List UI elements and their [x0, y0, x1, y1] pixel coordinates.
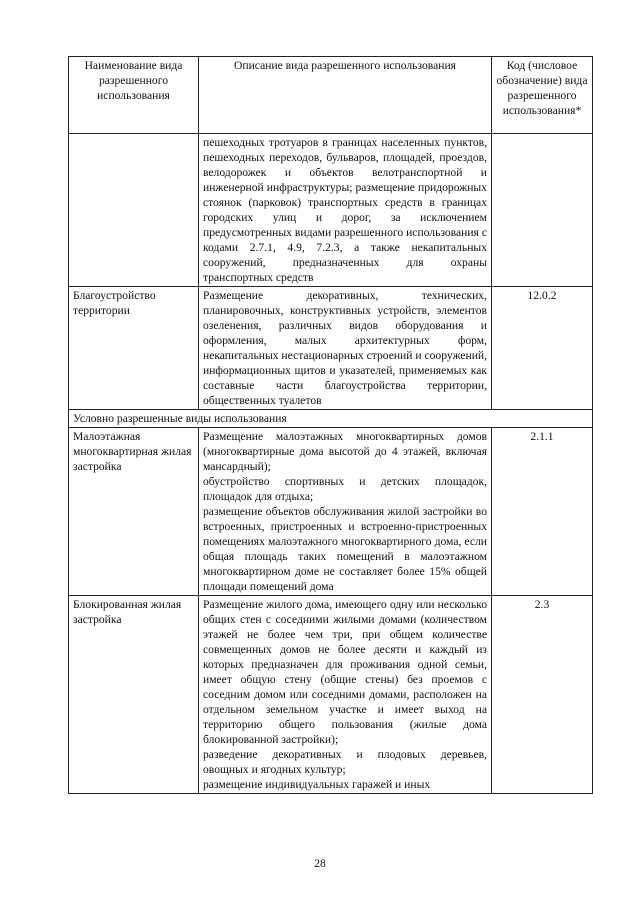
- table-row: [69, 428, 593, 596]
- header-use-code: Код (числовое обозначение) вида разрешенного использования*: [492, 57, 593, 134]
- row-improvement-name: Благоустройство территории: [69, 287, 199, 410]
- table-row: [69, 134, 593, 287]
- row-blocked-code: 2.3: [492, 596, 593, 794]
- description-paragraph: Размещение жилого дома, имеющего одну или несколько общих стен с соседними жилыми домами (количеством этажей не более чем три, при общем количестве совмещенных домов не более десяти и каждый из которых предназначен для проживания одной семьи, имеет общую стену (общие стены) без проемов с соседним домом или соседними домами, расположен на отдельном земельном участке и имеет выход на территорию общего пользования (жилые дома блокированной застройки);: [203, 598, 487, 746]
- row-improvement-code: 12.0.2: [492, 287, 593, 410]
- section-title: Условно разрешенные виды использования: [69, 410, 593, 428]
- row-low-rise-description: [199, 428, 492, 596]
- table-header-row: [69, 57, 593, 134]
- description-paragraph: разведение декоративных и плодовых деревьев, овощных и ягодных культур;: [203, 748, 487, 776]
- page-number: 28: [314, 858, 326, 870]
- land-use-table: [68, 56, 593, 794]
- description-paragraph: размещение индивидуальных гаражей и иных: [203, 778, 431, 791]
- table-row: [69, 287, 593, 410]
- header-use-description: Описание вида разрешенного использования: [199, 57, 492, 134]
- description-paragraph: Размещение декоративных, технических, планировочных, конструктивных устройств, элементов озеленения, различных видов оборудования и оформления, малых архитектурных форм, некапитальных нестационарных строений и сооружений, информационных щитов и указателей, применяемых как составные части благоустройства территории, общественных туалетов: [203, 289, 488, 407]
- section-row: [69, 410, 593, 428]
- header-use-name: Наименование вида разрешенного использования: [69, 57, 199, 134]
- description-paragraph: пешеходных тротуаров в границах населенных пунктов, пешеходных переходов, бульваров, площадей, проездов, велодорожек и объектов велотранспортной и инженерной инфраструктуры; размещение придорожных стоянок (парковок) транспортных средств в границах городских улиц и дорог, за исключением предусмотренных видами разрешенного использования с кодами 2.7.1, 4.9, 7.2.3, а также некапитальных сооружений, предназначенных для охраны транспортных средств: [203, 136, 487, 284]
- row-continuation-code: [492, 134, 593, 287]
- row-low-rise-code: 2.1.1: [492, 428, 593, 596]
- description-paragraph: Размещение малоэтажных многоквартирных домов (многоквартирные дома высотой до 4 этажей, включая мансардный);: [203, 430, 487, 473]
- description-paragraph: размещение объектов обслуживания жилой застройки во встроенных, пристроенных и встроенно-пристроенных помещениях малоэтажного многоквартирного дома, если общая площадь таких помещений в малоэтажном многоквартирном доме не составляет более 15% общей площади помещений дома: [203, 505, 487, 593]
- row-blocked-name: Блокированная жилая застройка: [69, 596, 199, 794]
- row-improvement-description: [199, 287, 492, 410]
- row-low-rise-name: Малоэтажная многоквартирная жилая застройка: [69, 428, 199, 596]
- description-paragraph: обустройство спортивных и детских площадок, площадок для отдыха;: [203, 475, 487, 503]
- row-continuation-name: [69, 134, 199, 287]
- table-row: [69, 596, 593, 794]
- row-blocked-description: [199, 596, 492, 794]
- row-continuation-description: [199, 134, 492, 287]
